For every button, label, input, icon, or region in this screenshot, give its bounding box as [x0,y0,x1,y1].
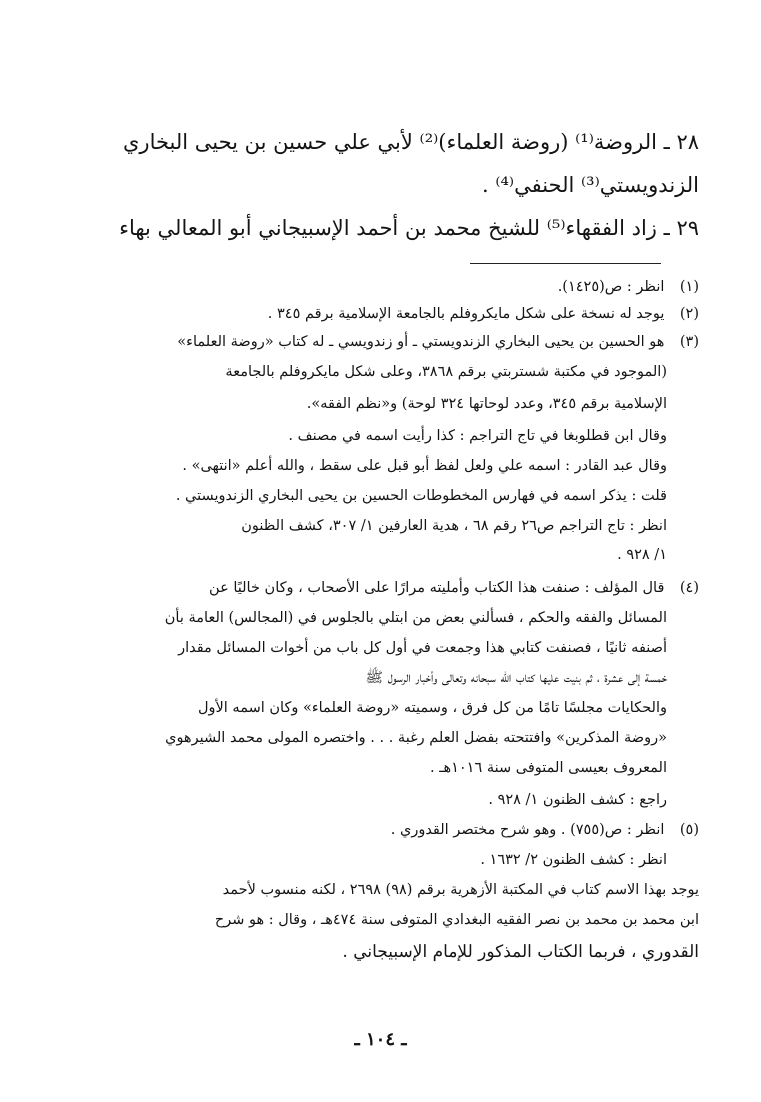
footnote-3-line-6 [59,484,699,508]
footnote-text: أصنفه ثانيًا ، فصنفت كتابي هذا وجمعت في أول كل باب من أخوات المسائل مقدار [178,640,667,656]
main-text-line-1: ٢٨ ـ الروضة⁽¹⁾ (روضة العلماء)⁽²⁾ لأبي علي حسين بن يحيى البخاري [122,130,699,154]
footnote-number: (٤) [679,580,699,596]
footnote-4 [59,576,699,600]
footnote-number: (١) [679,279,699,295]
footnote-text: المسائل والفقه والحكم ، فسألني بعض من ابتلي بالجلوس في (المجالس) العامة بأن [164,610,667,626]
footnote-4-line-2 [59,606,699,630]
footnote-text: «روضة المذكرين» وافتتحته بفضل العلم رغبة . . . واختصره المولى محمد الشيرهوي [165,730,667,746]
footnote-2 [59,302,699,326]
footnote-text: قلت : يذكر اسمه في فهارس المخطوطات الحسين بن يحيى البخاري الزندويستي . [175,488,667,504]
footnote-text: يوجد بهذا الاسم كتاب في المكتبة الأزهرية برقم (٩٨) ٢٦٩٨ ، لكنه منسوب لأحمد [222,882,699,898]
footnote-text: (الموجود في مكتبة شستربتي برقم ٣٨٦٨، وعلى شكل مايكروفلم بالجامعة [225,364,667,380]
footnote-5-line-2 [59,848,699,872]
footnote-text: الإسلامية برقم ٣٤٥، وعدد لوحاتها ٣٢٤ لوحة) و«نظم الفقه». [306,396,667,412]
footnote-4-line-7 [59,756,699,780]
footnote-text: وقال عبد القادر : اسمه علي ولعل لفظ أبو قبل على سقط ، والله أعلم «انتهى» . [182,458,667,474]
page-number: ـ ١٠٤ ـ [354,1029,407,1050]
footnote-3-line-5 [59,454,699,478]
footnote-4-line-8 [59,788,699,812]
footnote-3-line-4 [59,424,699,448]
footnote-5-line-4 [59,908,699,932]
footnote-3-line-2 [59,360,699,384]
footnote-number: (٣) [679,334,699,350]
footnote-text: راجع : كشف الظنون ١/ ٩٢٨ . [488,792,667,808]
footnote-3-line-8 [59,543,699,567]
footnote-3-line-3 [59,392,699,416]
footnote-text: خمسة إلى عشرة ، ثم بنيت عليها كتاب الله سبحانه وتعالى وأخبار الرسول ﷺ [365,670,667,686]
footnote-text: يوجد له نسخة على شكل مايكروفلم بالجامعة الإسلامية برقم ٣٤٥ . [267,306,665,322]
main-text-line-2: الزندويستي⁽³⁾ الحنفي⁽⁴⁾ . [481,173,699,197]
footnote-text: القدوري ، فربما الكتاب المذكور للإمام الإسبيجاني . [342,942,699,962]
footnote-text: هو الحسين بن يحيى البخاري الزندويستي ـ أو زندويسي ـ له كتاب «روضة العلماء» [177,334,665,350]
footnote-text: انظر : ص(٧٥٥) . وهو شرح مختصر القدوري . [390,822,665,838]
footnote-text: المعروف بعيسى المتوفى سنة ١٠١٦هـ . [429,760,667,776]
footnote-3 [59,330,699,354]
footnote-1 [59,275,699,299]
footnote-text: ١/ ٩٢٨ . [617,547,667,563]
footnote-separator [470,263,661,264]
footnote-number: (٥) [679,822,699,838]
footnote-4-line-4 [59,666,699,690]
footnote-text: انظر : تاج التراجم ص٢٦ رقم ٦٨ ، هدية العارفين ١/ ٣٠٧، كشف الظنون [241,518,667,534]
footnote-4-line-3 [59,636,699,660]
footnote-text: قال المؤلف : صنفت هذا الكتاب وأمليته مرارًا على الأصحاب ، وكان خاليًا عن [209,580,665,596]
footnote-3-line-7 [59,514,699,538]
main-text-line-3: ٢٩ ـ زاد الفقهاء⁽⁵⁾ للشيخ محمد بن أحمد الإسبيجاني أبو المعالي بهاء [119,216,699,240]
footnote-text: ابن محمد بن محمد بن نصر الفقيه البغدادي المتوفى سنة ٤٧٤هـ ، وقال : هو شرح [214,912,699,928]
footnote-5-line-3 [59,878,699,902]
footnote-text: والحكايات مجلسًا تامًا من كل فرق ، وسميته «روضة العلماء» وكان اسمه الأول [197,700,667,716]
footnote-text: انظر : ص(١٤٢٥). [557,279,665,295]
footnote-number: (٢) [679,306,699,322]
footnote-5-line-5 [59,940,699,964]
footnote-4-line-6 [59,726,699,750]
footnote-5 [59,818,699,842]
footnote-4-line-5 [59,696,699,720]
footnote-text: انظر : كشف الظنون ٢/ ١٦٣٢ . [480,852,667,868]
footnote-text: وقال ابن قطلوبغا في تاج التراجم : كذا رأيت اسمه في مصنف . [288,428,667,444]
